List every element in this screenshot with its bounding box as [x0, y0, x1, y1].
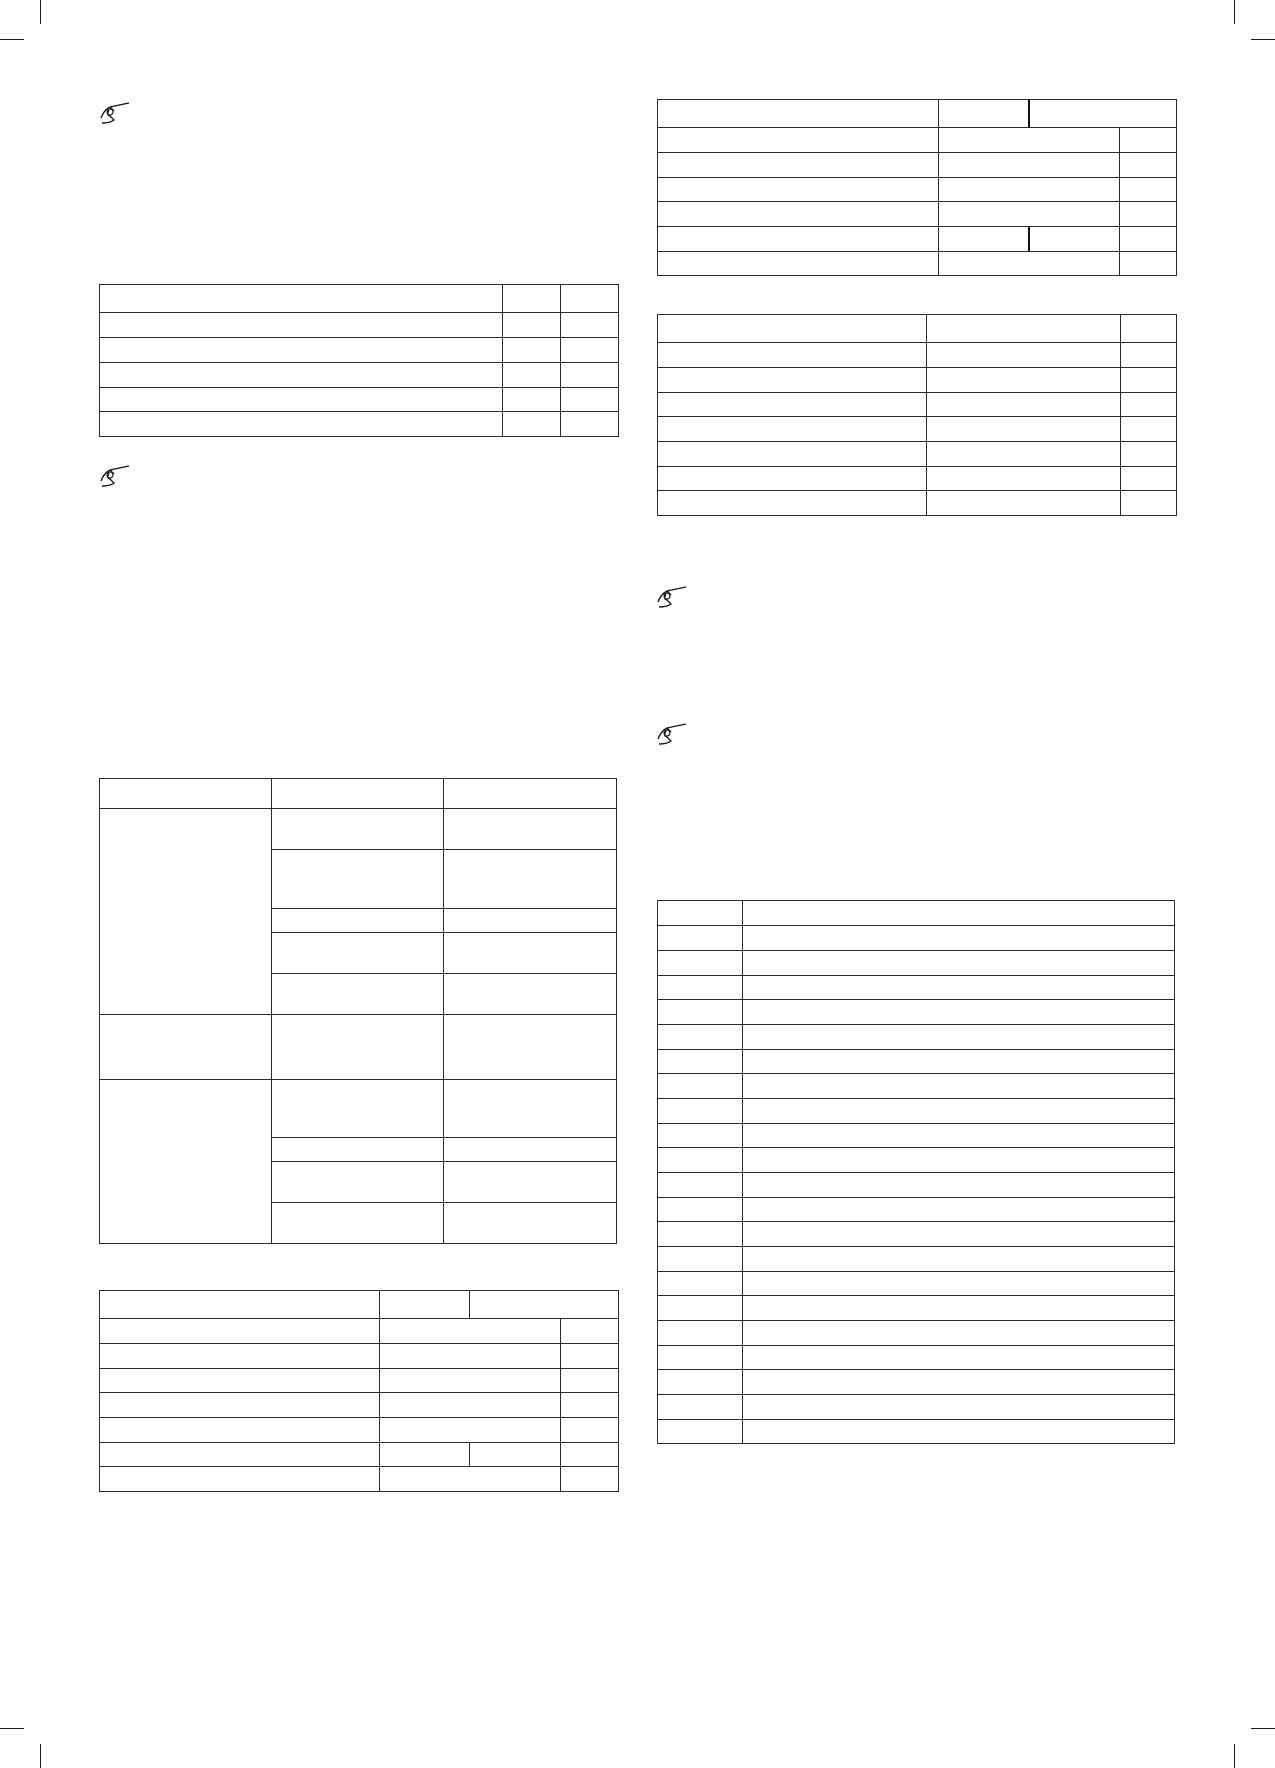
- table-cell: [939, 202, 1120, 227]
- table-cell: [658, 1395, 743, 1420]
- pointing-hand-icon: [655, 580, 689, 610]
- table-cell: [100, 1344, 380, 1369]
- table-cell: [658, 227, 939, 252]
- table-cell: [1121, 417, 1177, 442]
- table-cell: [927, 417, 1121, 442]
- table-row: [100, 1291, 619, 1319]
- table-cell: [658, 417, 927, 442]
- table-cell: [939, 153, 1120, 178]
- table-row: [658, 128, 1177, 153]
- table-cell: [1121, 315, 1177, 343]
- table-row: [100, 1443, 619, 1467]
- crop-mark: [1234, 0, 1235, 24]
- table-cell: [743, 1420, 1175, 1444]
- table-cell: [743, 976, 1175, 1000]
- table-row: [100, 1344, 619, 1369]
- table-cell: [743, 1198, 1175, 1222]
- table-cell: [444, 909, 617, 933]
- table-row: [658, 1025, 1175, 1050]
- table-row: [100, 1080, 617, 1138]
- table-cell: [561, 1418, 619, 1443]
- table-row: [100, 412, 619, 437]
- table-cell: [561, 1443, 619, 1467]
- table-row: [100, 779, 617, 809]
- table-cell: [658, 1370, 743, 1395]
- table-cell: [743, 926, 1175, 951]
- table-cell: [444, 850, 617, 909]
- table-row: [658, 343, 1177, 368]
- table-cell: [658, 442, 927, 467]
- table-cell: [561, 1344, 619, 1369]
- table-row: [658, 1124, 1175, 1148]
- table-cell: [444, 1162, 617, 1203]
- table-row: [658, 393, 1177, 417]
- table-row: [658, 467, 1177, 491]
- table-cell: [380, 1418, 561, 1443]
- table-cell: [100, 1015, 272, 1080]
- table-row: [658, 1321, 1175, 1346]
- table-cell: [444, 779, 617, 809]
- table-cell: [927, 393, 1121, 417]
- table-cell: [100, 338, 503, 363]
- table-cell: [743, 1296, 1175, 1321]
- table-row: [658, 1148, 1175, 1173]
- table-cell: [100, 1319, 380, 1344]
- table-cell: [658, 1222, 743, 1247]
- table-cell: [1121, 393, 1177, 417]
- table-cell: [561, 1319, 619, 1344]
- table-cell: [658, 926, 743, 951]
- table-cell: [743, 1346, 1175, 1370]
- table-cell: [743, 1173, 1175, 1198]
- table-cell: [658, 1099, 743, 1124]
- table-cell: [1121, 343, 1177, 368]
- table-cell: [658, 1346, 743, 1370]
- table-cell: [1121, 442, 1177, 467]
- table-cell: [272, 933, 444, 974]
- table-cell: [927, 442, 1121, 467]
- table-cell: [470, 1443, 561, 1467]
- table-cell: [561, 1467, 619, 1492]
- table-cell: [658, 1074, 743, 1099]
- table-cell: [272, 909, 444, 933]
- table-row: [658, 1395, 1175, 1420]
- table-cell: [1029, 227, 1120, 252]
- table-cell: [444, 809, 617, 850]
- table-cell: [939, 178, 1120, 202]
- table-row: [100, 363, 619, 388]
- crop-mark: [1251, 1728, 1275, 1729]
- table-cell: [743, 1370, 1175, 1395]
- table-cell: [743, 1025, 1175, 1050]
- table-cell: [939, 252, 1120, 276]
- pointing-hand-icon: [655, 717, 689, 747]
- table-row: [658, 491, 1177, 516]
- table-cell: [743, 901, 1175, 926]
- crop-mark: [40, 1744, 41, 1768]
- table-row: [658, 1420, 1175, 1444]
- table-cell: [1120, 178, 1177, 202]
- table-row: [658, 153, 1177, 178]
- table-cell: [100, 779, 272, 809]
- table-cell: [561, 1393, 619, 1418]
- table-cell: [939, 100, 1029, 128]
- table-cell: [561, 313, 619, 338]
- table-cell: [939, 128, 1120, 153]
- table-cell: [444, 1015, 617, 1080]
- table-cell: [743, 1099, 1175, 1124]
- table-cell: [380, 1344, 561, 1369]
- table-cell: [658, 368, 927, 393]
- table-cell: [658, 491, 927, 516]
- table-cell: [1120, 252, 1177, 276]
- table-row: [658, 100, 1177, 128]
- table-cell: [503, 363, 561, 388]
- pointing-hand-icon: [98, 96, 132, 126]
- table-cell: [503, 388, 561, 412]
- table-cell: [658, 976, 743, 1000]
- table-row: [658, 901, 1175, 926]
- table-cell: [658, 252, 939, 276]
- table-cell: [100, 1443, 380, 1467]
- spec-table-5: [657, 314, 1177, 516]
- table-cell: [743, 1000, 1175, 1025]
- table-cell: [658, 951, 743, 976]
- table-cell: [1121, 491, 1177, 516]
- table-cell: [658, 100, 939, 128]
- table-cell: [658, 1050, 743, 1074]
- table-cell: [100, 1467, 380, 1492]
- table-row: [100, 1418, 619, 1443]
- table-cell: [658, 1000, 743, 1025]
- table-cell: [503, 338, 561, 363]
- table-cell: [272, 850, 444, 909]
- table-cell: [380, 1467, 561, 1492]
- table-cell: [743, 1247, 1175, 1272]
- table-row: [658, 926, 1175, 951]
- table-cell: [927, 315, 1121, 343]
- table-cell: [927, 368, 1121, 393]
- table-row: [658, 976, 1175, 1000]
- table-cell: [1121, 467, 1177, 491]
- table-cell: [100, 388, 503, 412]
- table-cell: [100, 363, 503, 388]
- table-cell: [444, 1080, 617, 1138]
- table-row: [100, 1369, 619, 1393]
- crop-mark: [1251, 39, 1275, 40]
- table-cell: [658, 1173, 743, 1198]
- table-cell: [658, 1148, 743, 1173]
- table-cell: [658, 202, 939, 227]
- table-cell: [658, 153, 939, 178]
- table-row: [100, 338, 619, 363]
- table-cell: [939, 227, 1029, 252]
- table-cell: [1029, 100, 1177, 128]
- table-cell: [561, 285, 619, 313]
- table-cell: [444, 1203, 617, 1244]
- table-row: [658, 1198, 1175, 1222]
- table-row: [658, 1222, 1175, 1247]
- table-cell: [561, 1369, 619, 1393]
- table-row: [100, 1467, 619, 1492]
- table-row: [658, 417, 1177, 442]
- table-cell: [100, 412, 503, 437]
- crop-mark: [0, 39, 24, 40]
- table-row: [658, 202, 1177, 227]
- table-cell: [100, 809, 272, 1015]
- table-cell: [743, 1074, 1175, 1099]
- table-cell: [272, 809, 444, 850]
- table-cell: [380, 1443, 470, 1467]
- table-cell: [272, 1203, 444, 1244]
- spec-table-2: [99, 778, 617, 1244]
- table-row: [658, 1346, 1175, 1370]
- table-row: [658, 1296, 1175, 1321]
- table-cell: [380, 1319, 561, 1344]
- table-cell: [743, 1124, 1175, 1148]
- table-cell: [927, 467, 1121, 491]
- table-cell: [100, 1418, 380, 1443]
- table-cell: [561, 338, 619, 363]
- spec-table-6: [657, 900, 1175, 1444]
- table-cell: [658, 1198, 743, 1222]
- table-cell: [503, 285, 561, 313]
- table-cell: [658, 343, 927, 368]
- table-cell: [658, 1025, 743, 1050]
- table-row: [658, 252, 1177, 276]
- table-row: [658, 951, 1175, 976]
- table-cell: [658, 1321, 743, 1346]
- table-row: [100, 313, 619, 338]
- spec-table-4: [657, 99, 1177, 276]
- table-cell: [272, 1162, 444, 1203]
- table-row: [658, 1173, 1175, 1198]
- table-cell: [380, 1369, 561, 1393]
- table-cell: [272, 779, 444, 809]
- table-cell: [100, 285, 503, 313]
- table-row: [658, 368, 1177, 393]
- table-cell: [272, 974, 444, 1015]
- table-cell: [658, 467, 927, 491]
- table-row: [658, 1099, 1175, 1124]
- table-row: [658, 315, 1177, 343]
- table-row: [658, 1000, 1175, 1025]
- table-row: [658, 1370, 1175, 1395]
- table-row: [100, 1015, 617, 1080]
- table-cell: [658, 901, 743, 926]
- table-cell: [658, 1420, 743, 1444]
- table-cell: [1120, 128, 1177, 153]
- crop-mark: [0, 1728, 24, 1729]
- table-cell: [272, 1138, 444, 1162]
- table-cell: [272, 1080, 444, 1138]
- table-cell: [743, 1148, 1175, 1173]
- table-row: [100, 285, 619, 313]
- table-cell: [658, 1124, 743, 1148]
- table-cell: [1120, 227, 1177, 252]
- table-cell: [380, 1393, 561, 1418]
- table-cell: [100, 313, 503, 338]
- table-cell: [561, 412, 619, 437]
- table-cell: [100, 1393, 380, 1418]
- table-row: [100, 809, 617, 850]
- table-cell: [743, 1222, 1175, 1247]
- table-row: [658, 1247, 1175, 1272]
- table-cell: [444, 1138, 617, 1162]
- spec-table-1: [99, 284, 619, 437]
- table-cell: [100, 1291, 380, 1319]
- table-row: [658, 227, 1177, 252]
- table-cell: [1121, 368, 1177, 393]
- table-cell: [272, 1015, 444, 1080]
- table-cell: [1120, 202, 1177, 227]
- crop-mark: [1234, 1744, 1235, 1768]
- table-cell: [743, 951, 1175, 976]
- table-cell: [100, 1369, 380, 1393]
- spec-table-3: [99, 1290, 619, 1492]
- table-row: [658, 1074, 1175, 1099]
- table-cell: [658, 1247, 743, 1272]
- table-row: [100, 1393, 619, 1418]
- table-cell: [503, 313, 561, 338]
- table-row: [658, 178, 1177, 202]
- table-cell: [658, 1272, 743, 1296]
- table-cell: [927, 491, 1121, 516]
- table-cell: [1120, 153, 1177, 178]
- table-cell: [561, 363, 619, 388]
- table-cell: [658, 393, 927, 417]
- table-cell: [743, 1272, 1175, 1296]
- pointing-hand-icon: [98, 459, 132, 489]
- table-cell: [743, 1395, 1175, 1420]
- table-cell: [658, 315, 927, 343]
- table-cell: [380, 1291, 470, 1319]
- table-cell: [658, 1296, 743, 1321]
- table-cell: [503, 412, 561, 437]
- table-cell: [658, 178, 939, 202]
- table-cell: [470, 1291, 619, 1319]
- table-row: [658, 442, 1177, 467]
- table-row: [658, 1272, 1175, 1296]
- table-cell: [658, 128, 939, 153]
- crop-mark: [40, 0, 41, 24]
- table-cell: [927, 343, 1121, 368]
- table-cell: [444, 933, 617, 974]
- table-cell: [743, 1050, 1175, 1074]
- table-cell: [444, 974, 617, 1015]
- table-cell: [743, 1321, 1175, 1346]
- table-cell: [561, 388, 619, 412]
- table-row: [658, 1050, 1175, 1074]
- table-row: [100, 388, 619, 412]
- table-cell: [100, 1080, 272, 1244]
- table-row: [100, 1319, 619, 1344]
